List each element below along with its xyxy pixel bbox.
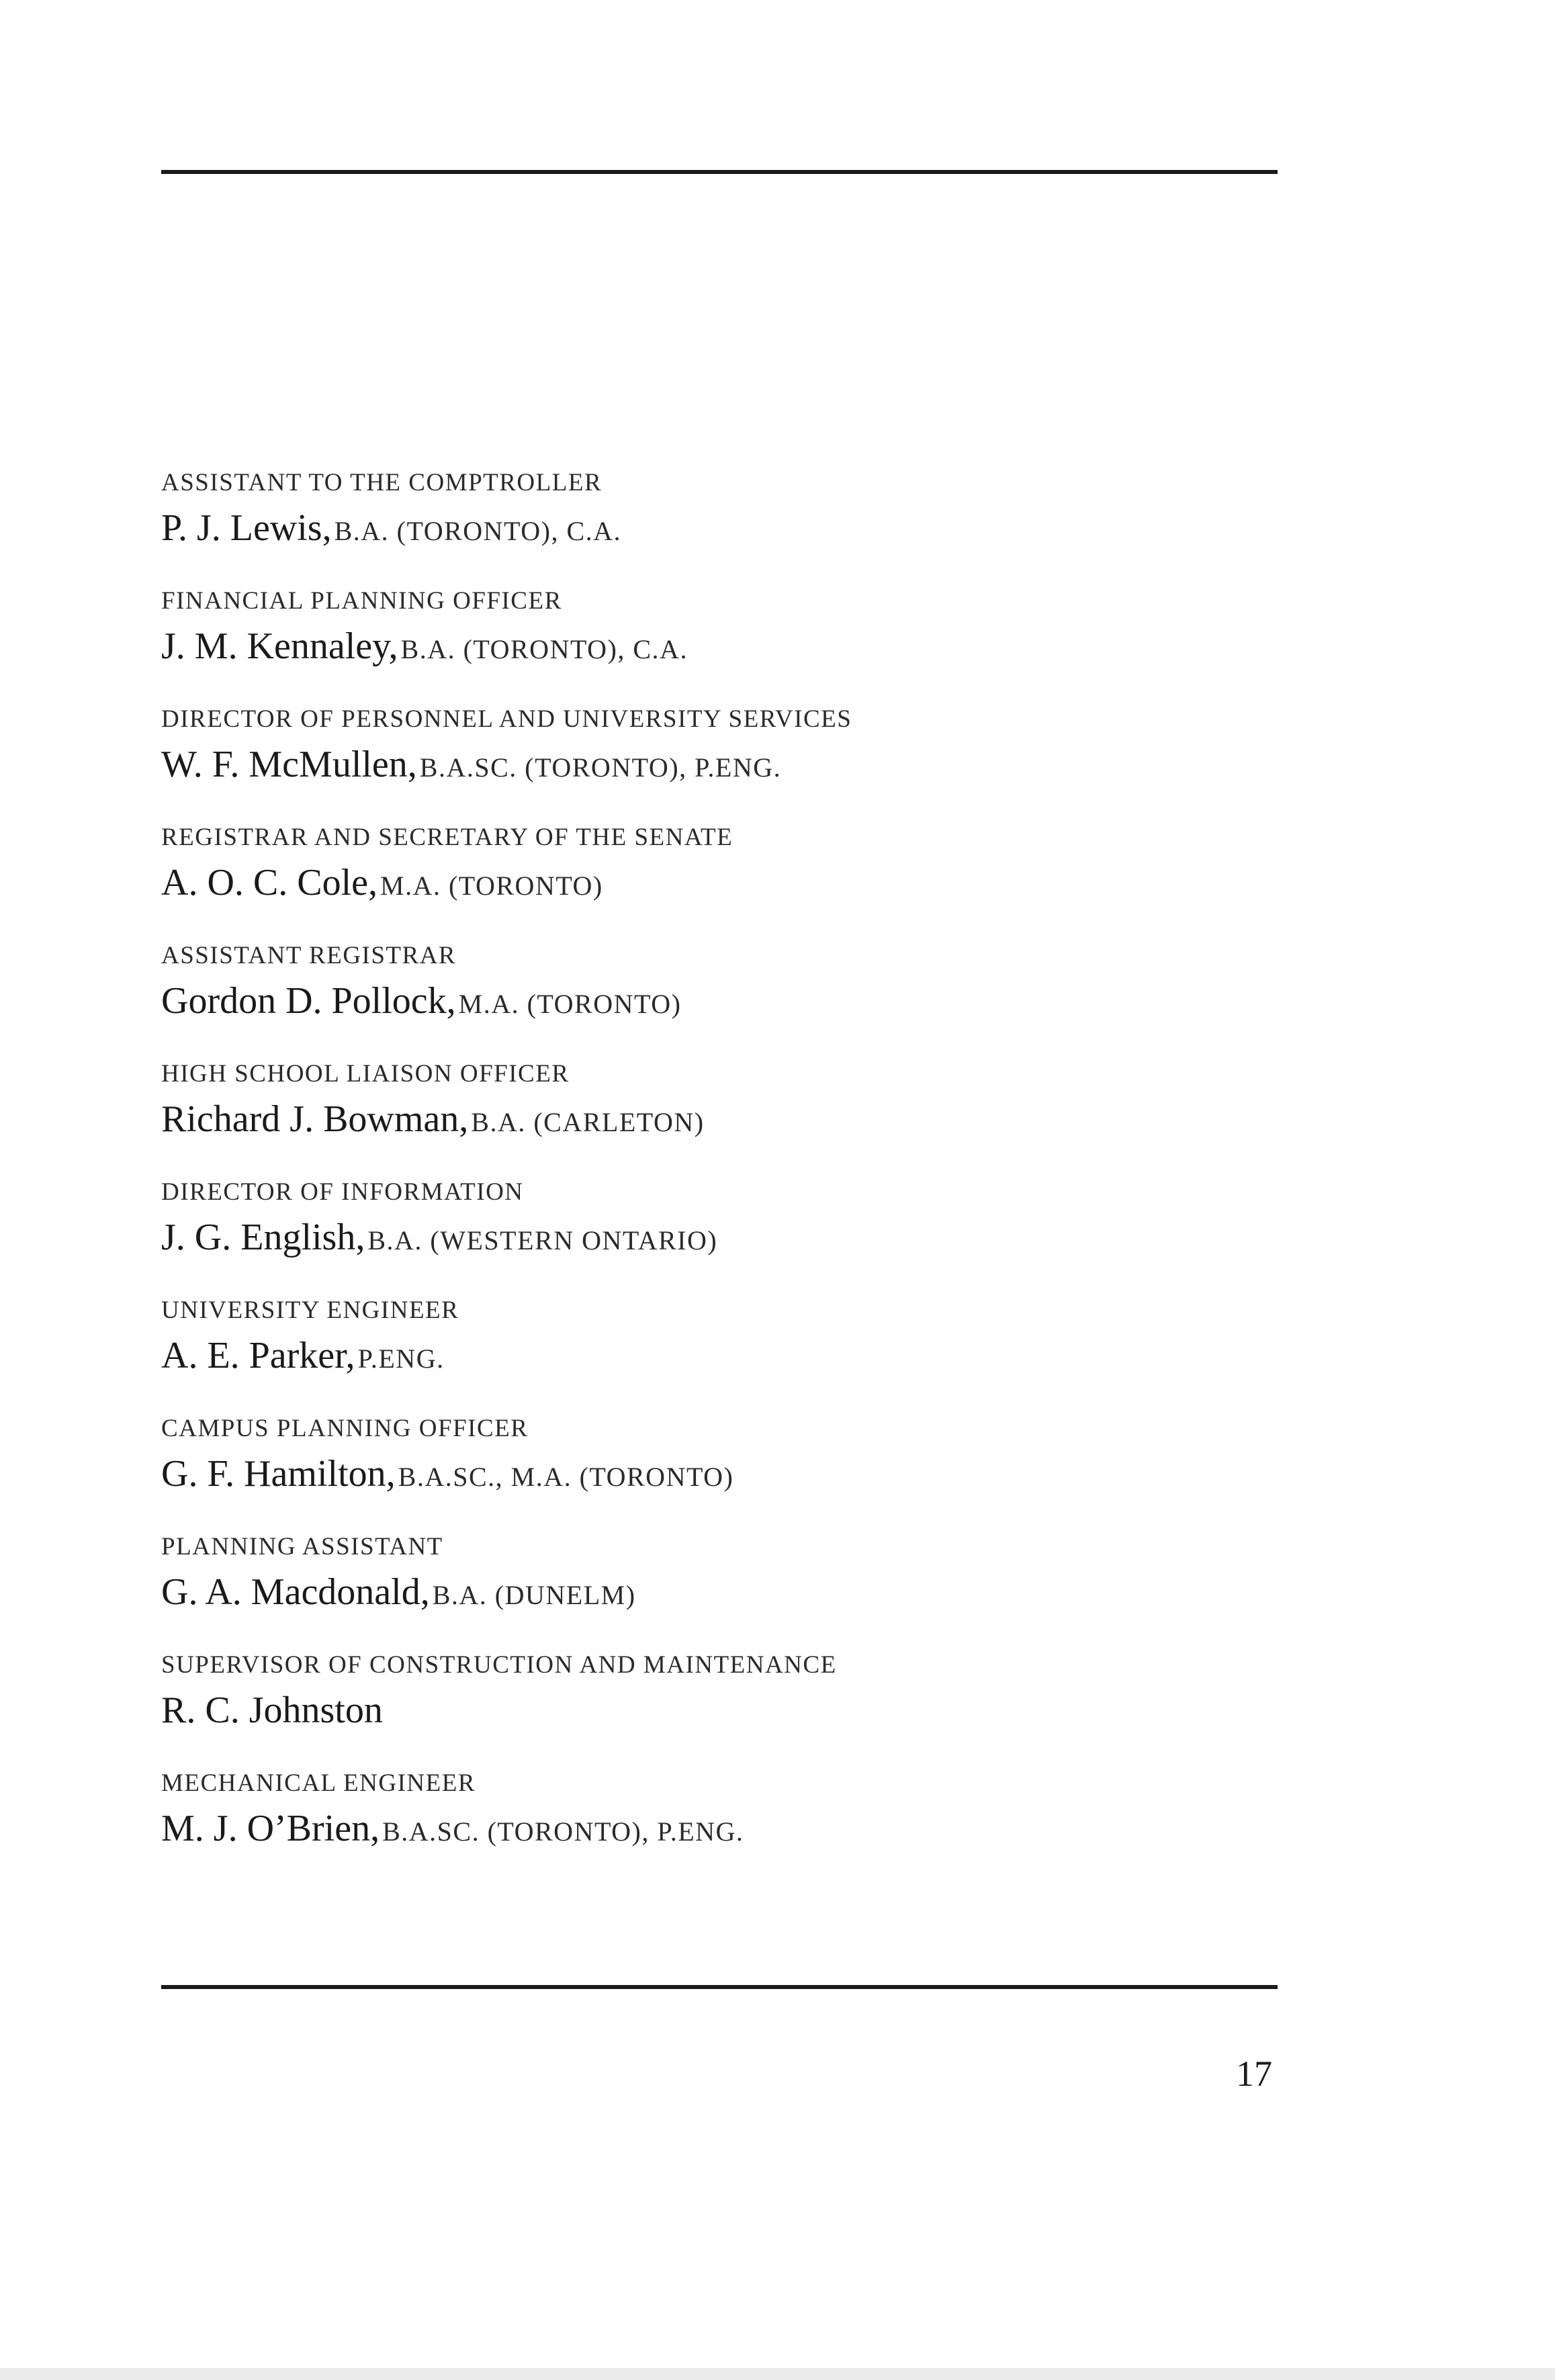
staff-name: J. G. English,: [161, 1217, 365, 1258]
staff-degrees: B.A.SC., M.A. (TORONTO): [398, 1462, 734, 1492]
staff-name: R. C. Johnston: [161, 1689, 383, 1731]
staff-entry: [161, 470, 1303, 588]
staff-name: W. F. McMullen,: [161, 744, 417, 785]
staff-degrees: M.A. (TORONTO): [380, 871, 603, 901]
staff-name: J. M. Kennaley,: [161, 625, 398, 667]
staff-name: P. J. Lewis,: [161, 507, 332, 549]
position-title: FINANCIAL PLANNING OFFICER: [161, 587, 562, 615]
staff-name-line: [161, 1100, 705, 1138]
staff-name-line: [161, 746, 781, 783]
top-rule: [161, 170, 1278, 174]
position-title: HIGH SCHOOL LIAISON OFFICER: [161, 1060, 570, 1088]
staff-entry: [161, 1061, 1303, 1180]
staff-degrees: B.A. (TORONTO), C.A.: [334, 516, 622, 546]
staff-entry: [161, 1298, 1303, 1416]
position-title: MECHANICAL ENGINEER: [161, 1769, 476, 1797]
position-title: PLANNING ASSISTANT: [161, 1533, 443, 1560]
staff-name: Gordon D. Pollock,: [161, 980, 456, 1022]
staff-name-line: [161, 982, 681, 1020]
staff-name: G. A. Macdonald,: [161, 1571, 430, 1613]
staff-name: Richard J. Bowman,: [161, 1098, 469, 1140]
scan-edge: [0, 2368, 1555, 2380]
staff-degrees: B.A. (CARLETON): [471, 1107, 705, 1137]
staff-degrees: B.A. (TORONTO), C.A.: [400, 634, 688, 664]
staff-degrees: M.A. (TORONTO): [458, 989, 682, 1019]
staff-degrees: B.A.SC. (TORONTO), P.ENG.: [419, 752, 782, 783]
staff-list: [161, 470, 1303, 1889]
staff-name-line: [161, 1219, 717, 1256]
staff-degrees: B.A. (WESTERN ONTARIO): [367, 1225, 718, 1255]
staff-degrees: P.ENG.: [357, 1343, 445, 1374]
position-title: DIRECTOR OF INFORMATION: [161, 1178, 524, 1206]
staff-entry: [161, 1180, 1303, 1298]
staff-entry: [161, 1771, 1303, 1889]
staff-name-line: [161, 1810, 744, 1847]
staff-degrees: B.A. (DUNELM): [432, 1580, 636, 1610]
position-title: DIRECTOR OF PERSONNEL AND UNIVERSITY SERVICES: [161, 705, 852, 733]
staff-entry: [161, 1416, 1303, 1534]
position-title: UNIVERSITY ENGINEER: [161, 1296, 459, 1324]
staff-name-line: [161, 1455, 734, 1493]
staff-name-line: [161, 509, 621, 547]
staff-name: A. E. Parker,: [161, 1335, 355, 1376]
position-title: SUPERVISOR OF CONSTRUCTION AND MAINTENANCE: [161, 1651, 837, 1679]
staff-entry: [161, 825, 1303, 943]
staff-name-line: [161, 1691, 383, 1729]
position-title: ASSISTANT REGISTRAR: [161, 942, 457, 969]
staff-name-line: [161, 1337, 445, 1374]
page-number: 17: [1236, 2054, 1272, 2094]
bottom-rule: [161, 1985, 1278, 1989]
staff-name: M. J. O’Brien,: [161, 1808, 380, 1849]
staff-entry: [161, 1534, 1303, 1652]
staff-name-line: [161, 864, 603, 901]
staff-degrees: B.A.SC. (TORONTO), P.ENG.: [382, 1816, 744, 1847]
staff-name: A. O. C. Cole,: [161, 862, 377, 903]
position-title: REGISTRAR AND SECRETARY OF THE SENATE: [161, 824, 734, 851]
staff-entry: [161, 943, 1303, 1061]
staff-name-line: [161, 627, 688, 665]
staff-entry: [161, 707, 1303, 825]
staff-entry: [161, 1652, 1303, 1771]
position-title: CAMPUS PLANNING OFFICER: [161, 1415, 529, 1442]
staff-entry: [161, 588, 1303, 707]
position-title: ASSISTANT TO THE COMPTROLLER: [161, 469, 603, 496]
staff-name: G. F. Hamilton,: [161, 1453, 396, 1495]
staff-name-line: [161, 1573, 636, 1611]
